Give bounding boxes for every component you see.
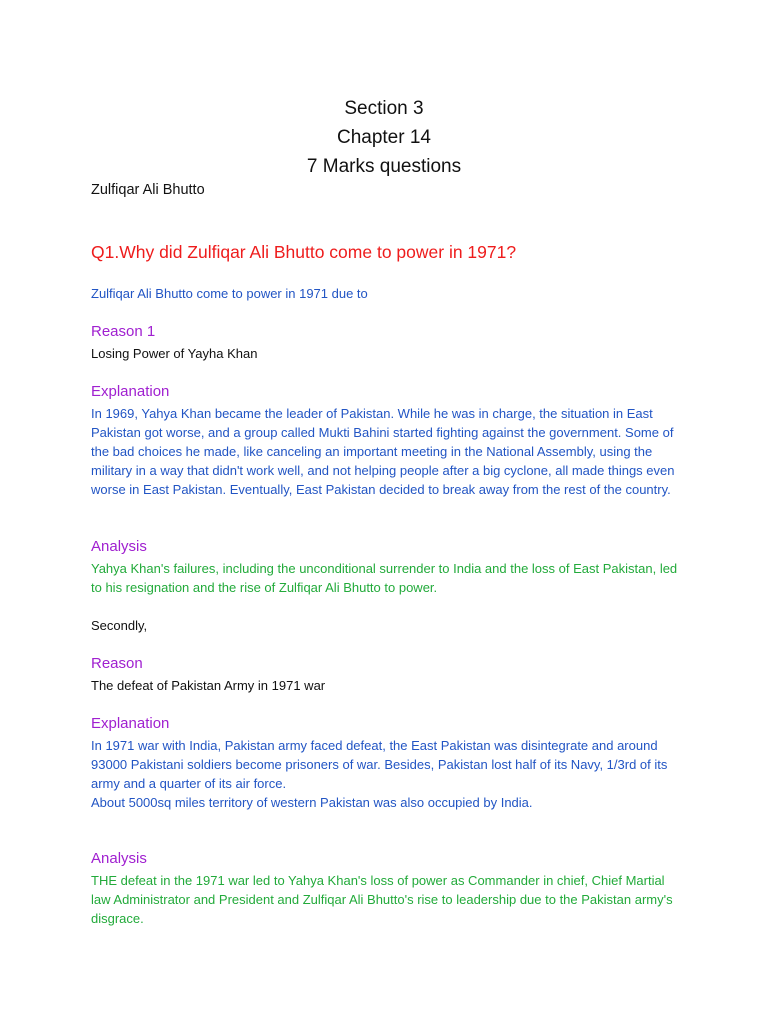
explanation-2-text: In 1971 war with India, Pakistan army faced defeat, the East Pakistan was disintegrate and around 93000 Pakistani soldiers become prisoners of war. Besides, Pakistan lost half of its Navy, 1/3rd of its army and a quarter of its air force. [91, 738, 668, 791]
reason-1-text: Losing Power of Yayha Khan [91, 346, 258, 361]
reason-2-heading: Reason [91, 655, 143, 672]
intro-text: Zulfiqar Ali Bhutto come to power in 1971 due to [91, 286, 368, 301]
explanation-1-text: In 1969, Yahya Khan became the leader of Pakistan. While he was in charge, the situation in East Pakistan got worse, and a group called Mukti Bahini started fighting against the government. Some of the bad choices he made, like canceling an important meeting in the National Assembly, using the military in a way that didn't work well, and not helping people after a big cyclone, all made things even worse in East Pakistan. Eventually, East Pakistan decided to break away from the rest of the country. [91, 406, 675, 497]
transition-text: Secondly, [91, 618, 148, 633]
chapter-title: Chapter 14 [336, 127, 431, 148]
document-title [0, 94, 768, 181]
explanation-2-text-continued: About 5000sq miles territory of western Pakistan was also occupied by India. [91, 795, 533, 810]
reason-1-heading: Reason 1 [91, 323, 156, 340]
reason-2-text: The defeat of Pakistan Army in 1971 war [91, 678, 326, 693]
analysis-1-heading: Analysis [91, 538, 147, 555]
analysis-2-text: THE defeat in the 1971 war led to Yahya Khan's loss of power as Commander in chief, Chief Martial law Administrator and President and Zulfiqar Ali Bhutto's rise to leadership due to the Pakistan army's disgrace. [91, 873, 673, 926]
subject-label: Zulfiqar Ali Bhutto [91, 182, 205, 198]
analysis-2-heading: Analysis [91, 850, 147, 867]
explanation-2-heading: Explanation [91, 715, 170, 732]
marks-title: 7 Marks questions [306, 156, 462, 177]
section-title: Section 3 [344, 98, 424, 119]
explanation-1-heading: Explanation [91, 383, 170, 400]
question-heading: Q1.Why did Zulfiqar Ali Bhutto come to power in 1971? [91, 242, 517, 262]
analysis-1-text: Yahya Khan's failures, including the unconditional surrender to India and the loss of East Pakistan, led to his resignation and the rise of Zulfiqar Ali Bhutto to power. [91, 561, 678, 595]
